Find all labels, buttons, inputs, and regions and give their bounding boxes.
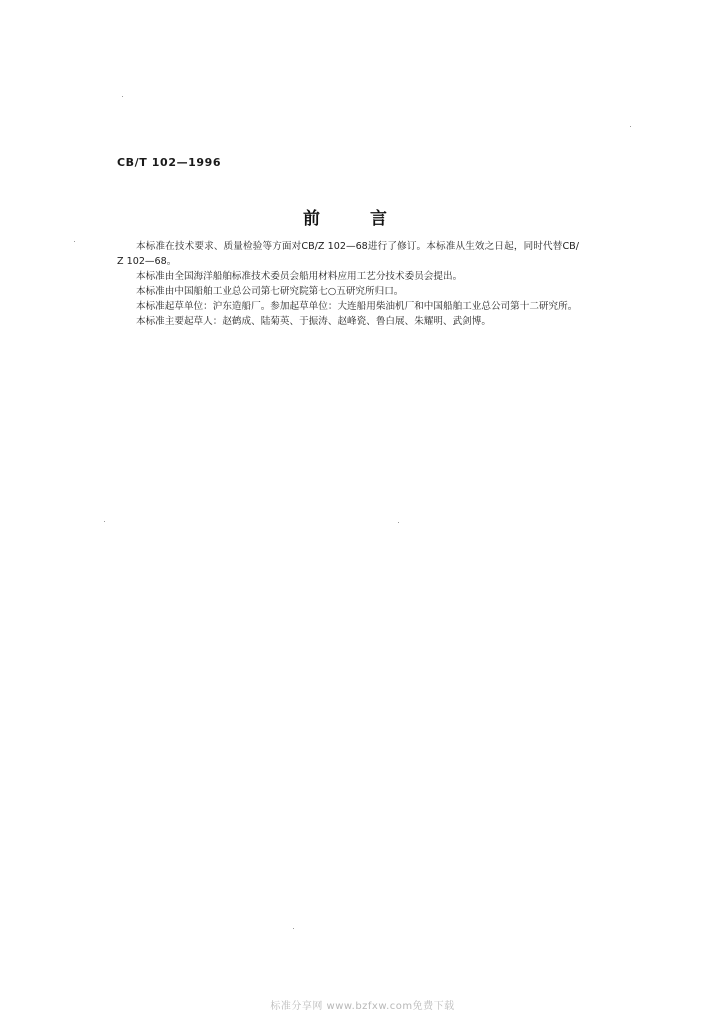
- watermark-footer: 标准分享网 www.bzfxw.com免费下载: [270, 1001, 455, 1012]
- body-text: [117, 239, 579, 329]
- paragraph-administrator: 本标准由中国船舶工业总公司第七研究院第七○五研究所归口。: [136, 286, 404, 297]
- page-title: 前言: [303, 209, 437, 229]
- scan-speck: [398, 522, 399, 523]
- paragraph-drafters: 本标准主要起草人：赵鹤成、陆菊英、于振涛、赵峰瓷、鲁白展、朱耀明、武剑博。: [136, 316, 491, 327]
- paragraph-drafting-units: 本标准起草单位：沪东造船厂。参加起草单位：大连船用柴油机厂和中国船舶工业总公司第十二研究所。: [136, 301, 578, 312]
- standard-code: CB/T 102—1996: [117, 156, 222, 169]
- paragraph-proposer: 本标准由全国海洋船舶标准技术委员会船用材料应用工艺分技术委员会提出。: [136, 271, 463, 282]
- scan-speck: [630, 126, 631, 127]
- scan-speck: [74, 241, 75, 242]
- paragraph-revision: 本标准在技术要求、质量检验等方面对CB/Z 102—68进行了修订。本标准从生效之日起，同时代替CB/Z 102—68。: [117, 241, 579, 267]
- scan-speck: [293, 928, 294, 929]
- scan-speck: [104, 521, 105, 522]
- scan-speck: [122, 96, 123, 97]
